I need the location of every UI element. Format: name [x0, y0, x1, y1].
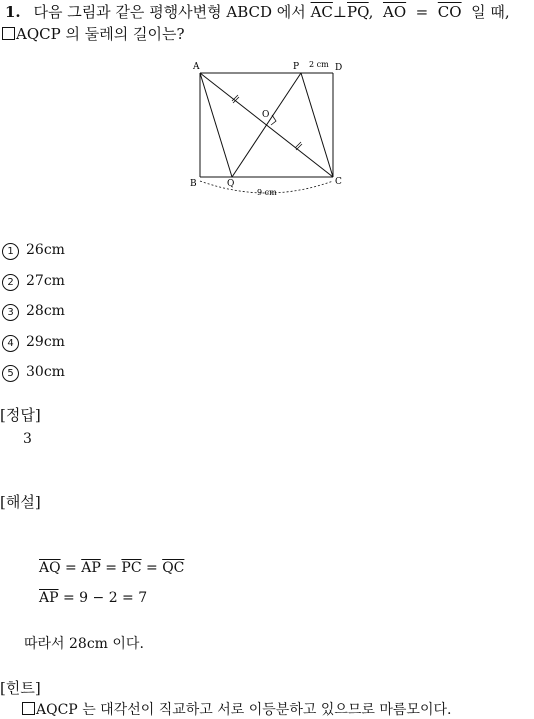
segment-ao: $\overline{AO}$ — [382, 3, 407, 21]
segment-co: $\overline{CO}$ — [437, 3, 462, 21]
circled-number-1: 1 — [2, 243, 19, 260]
label-a: A — [193, 62, 200, 72]
question-line-2 — [2, 24, 185, 44]
question-tail: 일 때, — [471, 3, 510, 21]
answer-heading: [정답] — [0, 406, 41, 424]
question-line-1: 1. 다음 그림과 같은 평행사변형 ABCD 에서 $\overline{AC}\perp\overline{PQ}$, $\overline{AO} = \overline{CO}$ 일 때, — [5, 3, 510, 21]
label-b: B — [190, 179, 197, 189]
segment-pq-line — [232, 73, 301, 177]
measure-bottom: 9 cm — [257, 188, 277, 197]
choice-text: 29cm — [26, 334, 65, 350]
choice-text: 30cm — [26, 364, 65, 380]
choice-text: 27cm — [26, 273, 65, 289]
perpendicular-symbol: ⊥ — [332, 3, 347, 21]
segment-ac: $\overline{AC}$ — [310, 3, 333, 21]
segment-aq-line — [200, 73, 232, 177]
parallelogram-figure — [185, 55, 350, 200]
question-text-2: 의 둘레의 길이는? — [65, 25, 185, 43]
tick-oc — [295, 142, 301, 148]
choice-1[interactable] — [2, 242, 65, 260]
question-text: 다음 그림과 같은 평행사변형 ABCD 에서 — [33, 3, 306, 21]
circled-number-4: 4 — [2, 335, 19, 352]
segment-pq: $\overline{PQ}$ — [347, 3, 369, 21]
circled-number-3: 3 — [2, 304, 19, 321]
choice-3[interactable] — [2, 303, 65, 321]
explanation-equation-1: $\overline{AQ} = \overline{AP} = \overline{PC} = \overline{QC}$ — [39, 560, 185, 576]
explanation-conclusion: 따라서 28cm 이다. — [24, 636, 144, 652]
label-q: Q — [227, 179, 235, 189]
label-d: D — [335, 63, 343, 73]
question-number: 1. — [5, 3, 21, 21]
explanation-heading: [해설] — [0, 493, 41, 511]
shape-name: AQCP — [16, 25, 61, 43]
measure-top: 2 cm — [309, 60, 329, 69]
explanation-equation-2: $\overline{AP} = 9 - 2 = 7$ — [39, 590, 148, 606]
circled-number-5: 5 — [2, 365, 19, 382]
square-icon — [2, 27, 15, 40]
label-p: P — [293, 62, 300, 72]
label-o: O — [262, 110, 270, 120]
circled-number-2: 2 — [2, 274, 19, 291]
label-c: C — [335, 177, 342, 187]
square-icon — [22, 702, 35, 715]
choice-text: 26cm — [26, 242, 65, 258]
choice-5[interactable] — [2, 364, 65, 382]
choice-2[interactable] — [2, 273, 65, 291]
hint-heading: [힌트] — [0, 679, 41, 697]
hint-text: AQCP 는 대각선이 직교하고 서로 이등분하고 있으므로 마름모이다. — [22, 699, 451, 719]
choice-4[interactable] — [2, 334, 65, 352]
answer-value: 3 — [23, 431, 32, 447]
segment-pc-line — [301, 73, 333, 177]
choice-text: 28cm — [26, 303, 65, 319]
